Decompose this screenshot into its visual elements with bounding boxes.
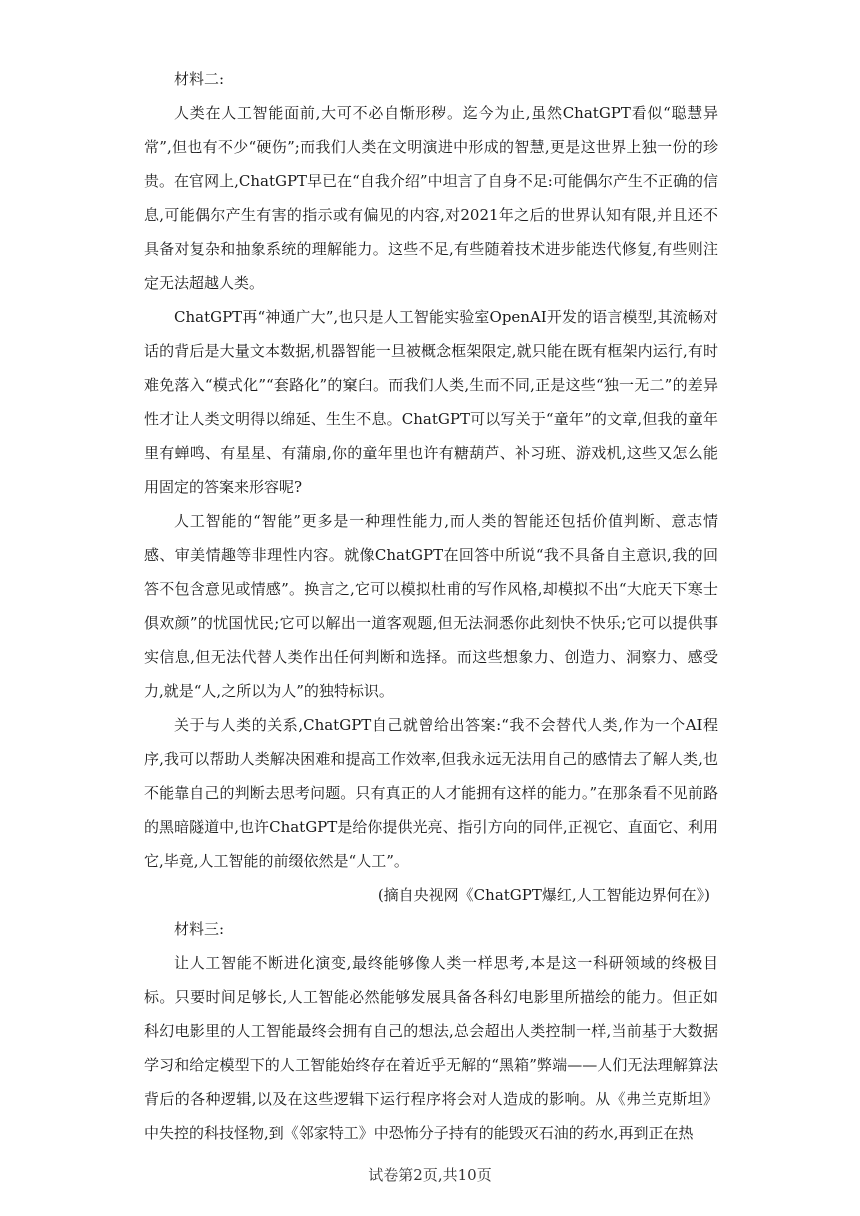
document-body bbox=[144, 62, 718, 1150]
paragraph: 关于与人类的关系,ChatGPT自己就曾给出答案:“我不会替代人类,作为一个AI程序,我可以帮助人类解决困难和提高工作效率,但我永远无法用自己的感情去了解人类,也不能靠自己的判断去思考问题。只有真正的人才能拥有这样的能力。”在那条看不见前路的黑暗隧道中,也许ChatGPT是给你提供光亮、指引方向的同伴,正视它、直面它、利用它,毕竟,人工智能的前缀依然是“人工”。 bbox=[144, 716, 718, 870]
paragraph: 人工智能的“智能”更多是一种理性能力,而人类的智能还包括价值判断、意志情感、审美情趣等非理性内容。就像ChatGPT在回答中所说“我不具备自主意识,我的回答不包含意见或情感”。换言之,它可以模拟杜甫的写作风格,却模拟不出“大庇天下寒士俱欢颜”的忧国忧民;它可以解出一道客观题,但无法洞悉你此刻快不快乐;它可以提供事实信息,但无法代替人类作出任何判断和选择。而这些想象力、创造力、洞察力、感受力,就是“人,之所以为人”的独特标识。 bbox=[144, 512, 718, 700]
source-citation: (摘自央视网《ChatGPT爆红,人工智能边界何在》) bbox=[377, 886, 710, 904]
paragraph: 让人工智能不断进化演变,最终能够像人类一样思考,本是这一科研领域的终极目标。只要时间足够长,人工智能必然能够发展具备各科幻电影里所描绘的能力。但正如科幻电影里的人工智能最终会拥有自己的想法,总会超出人类控制一样,当前基于大数据学习和给定模型下的人工智能始终存在着近乎无解的“黑箱”弊端——人们无法理解算法背后的各种逻辑,以及在这些逻辑下运行程序将会对人造成的影响。从《弗兰克斯坦》中失控的科技怪物,到《邻家特工》中恐怖分子持有的能毁灭石油的药水,再到正在热 bbox=[144, 954, 718, 1142]
section-heading-material-2: 材料二: bbox=[174, 70, 225, 88]
paragraph: 人类在人工智能面前,大可不必自惭形秽。迄今为止,虽然ChatGPT看似“聪慧异常”,但也有不少“硬伤”;而我们人类在文明演进中形成的智慧,更是这世界上独一份的珍贵。在官网上,ChatGPT早已在“自我介绍”中坦言了自身不足:可能偶尔产生不正确的信息,可能偶尔产生有害的指示或有偏见的内容,对2021年之后的世界认知有限,并且还不具备对复杂和抽象系统的理解能力。这些不足,有些随着技术进步能迭代修复,有些则注定无法超越人类。 bbox=[144, 104, 718, 292]
paragraph: ChatGPT再“神通广大”,也只是人工智能实验室OpenAI开发的语言模型,其流畅对话的背后是大量文本数据,机器智能一旦被概念框架限定,就只能在既有框架内运行,有时难免落入“模式化”“套路化”的窠臼。而我们人类,生而不同,正是这些“独一无二”的差异性才让人类文明得以绵延、生生不息。ChatGPT可以写关于“童年”的文章,但我的童年里有蝉鸣、有星星、有蒲扇,你的童年里也许有糖葫芦、补习班、游戏机,这些又怎么能用固定的答案来形容呢? bbox=[144, 308, 718, 496]
page-footer: 试卷第2页,共10页 bbox=[368, 1166, 492, 1184]
section-heading-material-3: 材料三: bbox=[174, 920, 225, 938]
